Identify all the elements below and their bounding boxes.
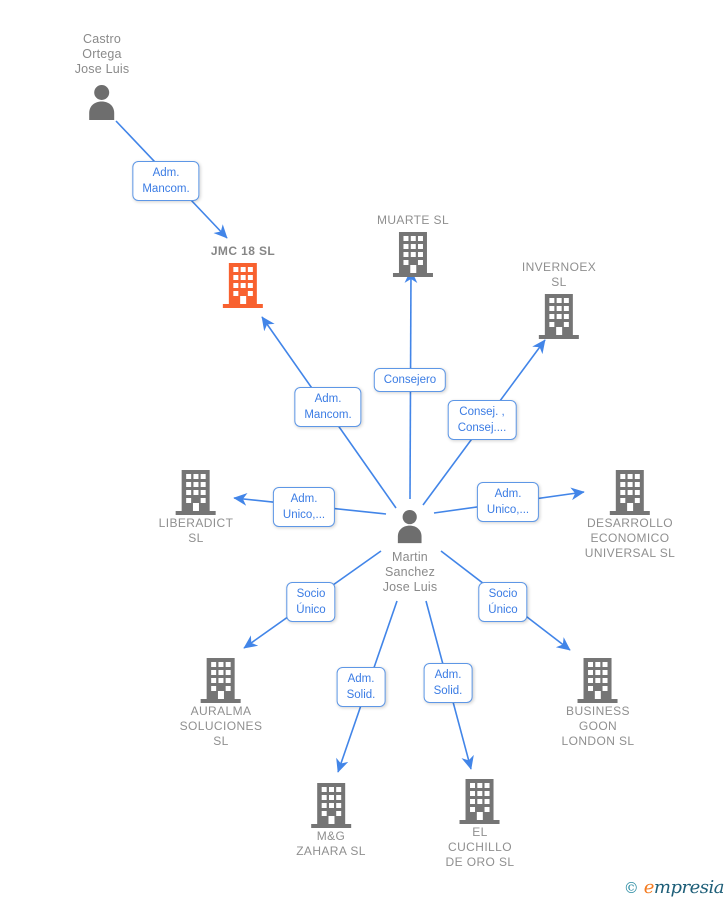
relation-label-line: Único <box>488 604 518 616</box>
company-name-line: SL <box>213 734 229 748</box>
relation-label-line: Consej. , <box>459 406 505 418</box>
person-node-martin-sanchez[interactable] <box>383 509 438 595</box>
person-name-line: Sanchez <box>384 565 436 579</box>
relation-label-line: Adm. <box>434 669 462 681</box>
company-name-line: LONDON SL <box>561 734 635 748</box>
relation-label-adm-solid <box>337 667 386 707</box>
company-name-line: LIBERADICT <box>158 516 234 530</box>
relation-label-line: Unico,... <box>486 504 530 516</box>
building-icon <box>174 468 218 516</box>
company-node-auralma[interactable] <box>180 656 263 749</box>
person-name-line: Jose Luis <box>382 580 438 594</box>
company-node-mg-zahara[interactable] <box>296 781 366 859</box>
company-node-el-cuchillo[interactable] <box>446 777 515 870</box>
relation-label-socio-unico <box>286 582 335 622</box>
person-name-line: Castro <box>82 32 122 46</box>
relation-label-line: Socio <box>296 588 326 600</box>
company-name-line: EL <box>472 825 488 839</box>
relation-label-consejero <box>374 368 446 392</box>
brand-rest: mpresia <box>653 877 724 898</box>
relation-label-line: Solid. <box>433 685 463 697</box>
relation-label-adm-mancom <box>294 387 361 427</box>
company-name-line: ECONOMICO <box>590 531 670 545</box>
company-name-line: BUSINESS <box>566 704 630 718</box>
company-name-line: SL <box>551 275 567 289</box>
building-icon <box>391 230 435 278</box>
company-name-line: DE ORO SL <box>445 855 515 869</box>
relation-label-adm-unico <box>273 487 335 527</box>
building-icon <box>458 777 502 825</box>
relation-label-line: Adm. <box>152 167 180 179</box>
company-node-jmc-18[interactable] <box>211 244 275 309</box>
company-node-muarte[interactable] <box>377 213 449 278</box>
empresia-logo[interactable] <box>624 877 724 898</box>
building-icon-highlighted <box>221 261 265 309</box>
building-icon <box>576 656 620 704</box>
company-name-line: UNIVERSAL SL <box>584 546 676 560</box>
relation-label-adm-unico <box>477 482 539 522</box>
copyright-icon: © <box>623 879 639 897</box>
building-icon <box>608 468 652 516</box>
building-icon <box>309 781 353 829</box>
person-icon <box>84 84 120 122</box>
company-name-line: CUCHILLO <box>448 840 512 854</box>
company-name-line: ZAHARA SL <box>296 844 366 858</box>
company-node-liberadict[interactable] <box>159 468 234 546</box>
company-name-line: INVERNOEX <box>521 260 597 274</box>
relation-label-consej <box>448 400 517 440</box>
person-node-castro-ortega[interactable] <box>75 32 130 122</box>
company-name-line: MUARTE SL <box>376 213 450 227</box>
building-icon <box>199 656 243 704</box>
company-name-line: SL <box>188 531 204 545</box>
relation-label-line: Consej.... <box>457 422 507 434</box>
person-name-line: Jose Luis <box>74 62 130 76</box>
company-name-line: GOON <box>578 719 618 733</box>
relation-label-line: Único <box>296 604 326 616</box>
company-node-desarrollo-economico[interactable] <box>585 468 675 561</box>
relation-label-line: Solid. <box>346 689 376 701</box>
relation-label-line: Mancom. <box>304 409 352 421</box>
relation-label-socio-unico <box>478 582 527 622</box>
relation-label-line: Adm. <box>290 493 318 505</box>
relation-label-adm-solid <box>424 663 473 703</box>
company-name-line: DESARROLLO <box>586 516 674 530</box>
relation-label-adm-mancom <box>132 161 199 201</box>
relation-label-line: Adm. <box>314 393 342 405</box>
relation-label-line: Socio <box>488 588 518 600</box>
person-name-line: Ortega <box>82 47 122 61</box>
brand-initial: e <box>643 877 654 898</box>
company-name-line: AURALMA <box>190 704 252 718</box>
relation-label-line: Adm. <box>347 673 375 685</box>
relation-label-line: Consejero <box>383 374 437 386</box>
company-name-line: M&G <box>316 829 346 843</box>
relation-label-line: Adm. <box>494 488 522 500</box>
relation-label-line: Unico,... <box>282 509 326 521</box>
company-name-line: SOLUCIONES <box>179 719 263 733</box>
relation-label-line: Mancom. <box>142 183 190 195</box>
building-icon <box>537 292 581 340</box>
person-icon <box>392 509 428 545</box>
company-node-invernoex[interactable] <box>522 260 596 340</box>
brand-wordmark <box>644 877 724 898</box>
person-name-line: Martin <box>392 550 428 564</box>
company-node-business-goon[interactable] <box>562 656 635 749</box>
company-name-line: JMC 18 SL <box>210 244 276 258</box>
